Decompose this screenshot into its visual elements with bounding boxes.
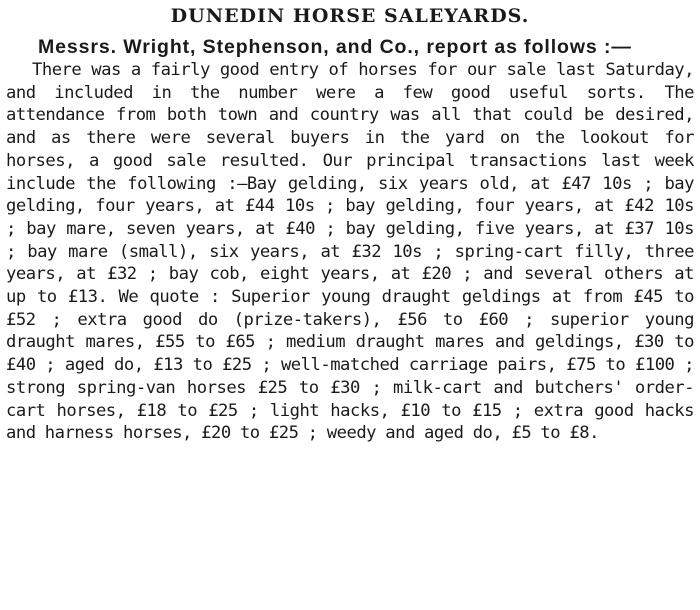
article-title: DUNEDIN HORSE SALEYARDS. bbox=[170, 5, 530, 27]
article-byline: Messrs. Wright, Stephenson, and Co., report as follows :— bbox=[38, 36, 632, 58]
article-body: There was a fairly good entry of horses for our sale last Saturday, and included in the number were a few good useful sorts. The attendance from both town and country was all that could be desired, and as there were several buyers in the yard on the lookout for horses, a good sale resulted. Our principal transactions last week include the following :—Bay gelding, six years old, at £47 10s ; bay gelding, four years, at £44 10s ; bay gelding, four years, at £42 10s ; bay mare, seven years, at £40 ; bay gelding, five years, at £37 10s ; bay mare (small), six years, at £32 10s ; spring-cart filly, three years, at £32 ; bay cob, eight years, at £20 ; and several others at up to £13. We quote : Superior young draught geldings at from £45 to £52 ; extra good do (prize-takers), £56 to £60 ; superior young draught mares, £55 to £65 ; medium draught mares and geldings, £30 to £40 ; aged do, £13 to £25 ; well-matched carriage pairs, £75 to £100 ; strong spring-van horses £25 to £30 ; milk-cart and butchers' order-cart horses, £18 to £25 ; light hacks, £10 to £15 ; extra good hacks and harness horses, £20 to £25 ; weedy and aged do, £5 to £8. bbox=[6, 60, 694, 444]
